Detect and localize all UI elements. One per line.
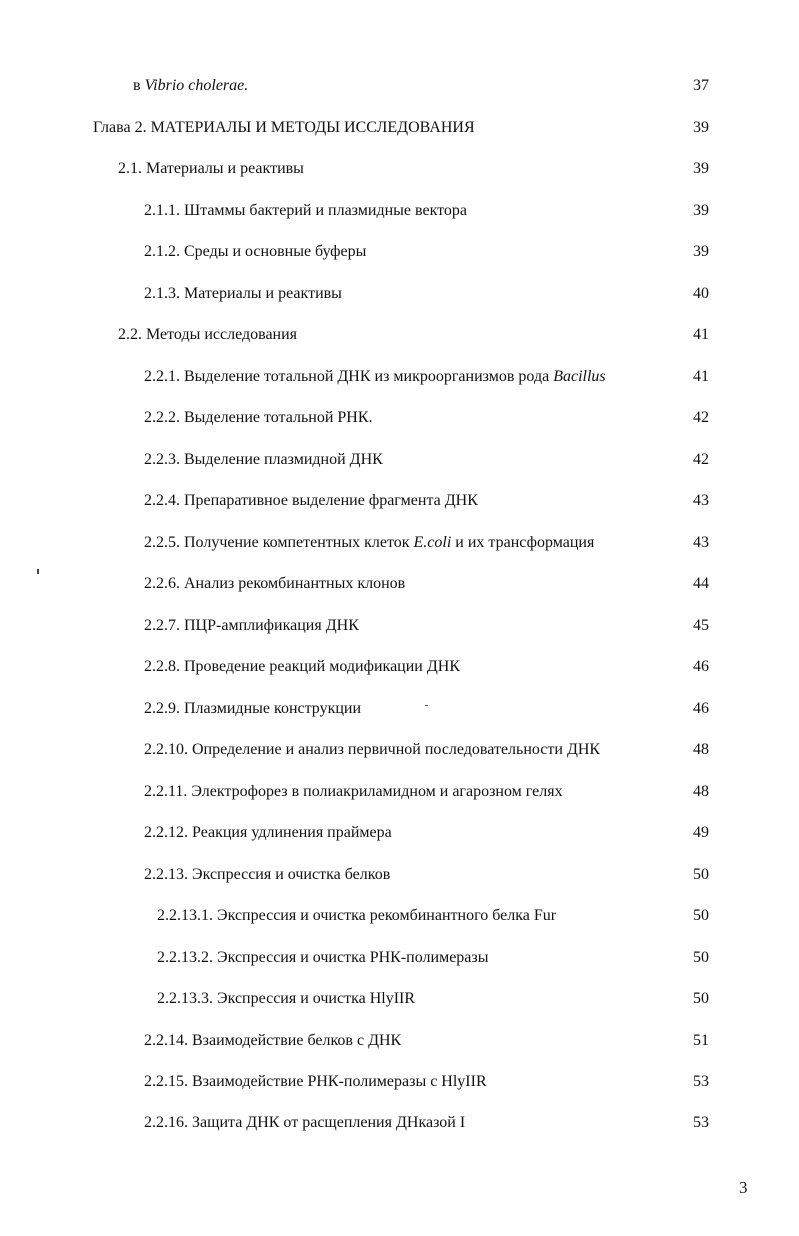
toc-entry [0, 697, 799, 721]
toc-entry-title: 2.2.3. Выделение плазмидной ДНК [144, 451, 383, 468]
toc-entry-page: 46 [693, 658, 709, 675]
toc-entry [0, 863, 799, 887]
toc-entry [0, 904, 799, 928]
toc-entry-title: 2.1. Материалы и реактивы [118, 160, 304, 177]
toc-entry-title: 2.2.2. Выделение тотальной РНК. [144, 409, 373, 426]
toc-entry-page: 49 [693, 824, 709, 841]
toc-entry-title: 2.2.4. Препаративное выделение фрагмента ДНК [144, 492, 478, 509]
toc-entry-page: 48 [693, 741, 709, 758]
toc-entry [0, 531, 799, 555]
toc-entry-title: 2.2.10. Определение и анализ первичной последовательности ДНК [144, 741, 601, 758]
toc-entry-page: 39 [693, 202, 709, 219]
toc-entry-page: 43 [693, 492, 709, 509]
toc-entry-page: 44 [693, 575, 709, 592]
toc-entry-title: в Vibrio cholerae. [133, 77, 249, 94]
toc-entry-title: 2.2.16. Защита ДНК от расщепления ДНказой I [144, 1114, 466, 1131]
toc-entry-page: 43 [693, 534, 709, 551]
toc-entry-title: 2.2.15. Взаимодействие РНК-полимеразы с HlyIIR [144, 1073, 487, 1090]
toc-entry [0, 406, 799, 430]
toc-entry-page: 51 [693, 1032, 709, 1049]
toc-entry-page: 50 [693, 866, 709, 883]
toc-entry [0, 323, 799, 347]
toc-entry-title: 2.2. Методы исследования [118, 326, 298, 343]
toc-entry [0, 199, 799, 223]
toc-entry-title: 2.2.6. Анализ рекомбинантных клонов [144, 575, 406, 592]
toc-entry [0, 448, 799, 472]
toc-entry-page: 53 [693, 1073, 709, 1090]
toc-entry-title: Глава 2. МАТЕРИАЛЫ И МЕТОДЫ ИССЛЕДОВАНИЯ [93, 119, 475, 136]
toc-entry-page: 39 [693, 243, 709, 260]
toc-entry-title: 2.2.13.1. Экспрессия и очистка рекомбинантного белка Fur [157, 907, 557, 924]
scan-speck [37, 569, 39, 574]
toc-entry [0, 1070, 799, 1094]
toc-entry-page: 41 [693, 368, 709, 385]
toc-entry-title: 2.2.14. Взаимодействие белков с ДНК [144, 1032, 402, 1049]
toc-entry [0, 821, 799, 845]
toc-entry [0, 74, 799, 98]
toc-entry-title: 2.2.13.2. Экспрессия и очистка РНК-полимеразы [157, 949, 489, 966]
scan-speck [425, 705, 428, 706]
toc-entry-title: 2.1.3. Материалы и реактивы [144, 285, 342, 302]
toc-entry-page: 50 [693, 907, 709, 924]
toc-entry [0, 572, 799, 596]
toc-entry [0, 655, 799, 679]
toc-entry [0, 780, 799, 804]
toc-entry [0, 282, 799, 306]
toc-entry [0, 157, 799, 181]
toc-entry-page: 37 [693, 77, 709, 94]
toc-entry-title: 2.2.12. Реакция удлинения праймера [144, 824, 392, 841]
toc-entry-page: 46 [693, 700, 709, 717]
toc-entry [0, 116, 799, 140]
toc-entry-title: 2.2.9. Плазмидные конструкции [144, 700, 362, 717]
toc-entry-page: 53 [693, 1114, 709, 1131]
toc-entry-title: 2.2.13.3. Экспрессия и очистка HlyIIR [157, 990, 416, 1007]
toc-entry-title: 2.2.13. Экспрессия и очистка белков [144, 866, 391, 883]
toc-entry-page: 48 [693, 783, 709, 800]
page-number: 3 [739, 1178, 748, 1197]
toc-entry-page: 42 [693, 451, 709, 468]
toc-entry [0, 1029, 799, 1053]
toc-entry-title: 2.1.2. Среды и основные буферы [144, 243, 367, 260]
toc-entry-page: 50 [693, 990, 709, 1007]
toc-entry [0, 614, 799, 638]
toc-entry [0, 240, 799, 264]
toc-entry-page: 45 [693, 617, 709, 634]
toc-entry-page: 39 [693, 119, 709, 136]
toc-entry [0, 738, 799, 762]
toc-entry-title: 2.1.1. Штаммы бактерий и плазмидные вектора [144, 202, 468, 219]
toc-entry [0, 365, 799, 389]
toc-entry-page: 39 [693, 160, 709, 177]
toc-entry-page: 50 [693, 949, 709, 966]
toc-entry-page: 42 [693, 409, 709, 426]
toc-entry-title: 2.2.5. Получение компетентных клеток E.coli и их трансформация [144, 534, 595, 551]
toc-entry [0, 987, 799, 1011]
toc-entry-page: 41 [693, 326, 709, 343]
toc-entry [0, 1111, 799, 1135]
toc-entry-title: 2.2.11. Электрофорез в полиакриламидном и агарозном гелях [144, 783, 563, 800]
toc-entry-title: 2.2.8. Проведение реакций модификации ДНК [144, 658, 460, 675]
toc-entry [0, 489, 799, 513]
toc-entry-page: 40 [693, 285, 709, 302]
toc-entry-title: 2.2.1. Выделение тотальной ДНК из микроорганизмов рода Bacillus [144, 368, 606, 385]
toc-entry [0, 946, 799, 970]
toc-entry-title: 2.2.7. ПЦР-амплификация ДНК [144, 617, 359, 634]
